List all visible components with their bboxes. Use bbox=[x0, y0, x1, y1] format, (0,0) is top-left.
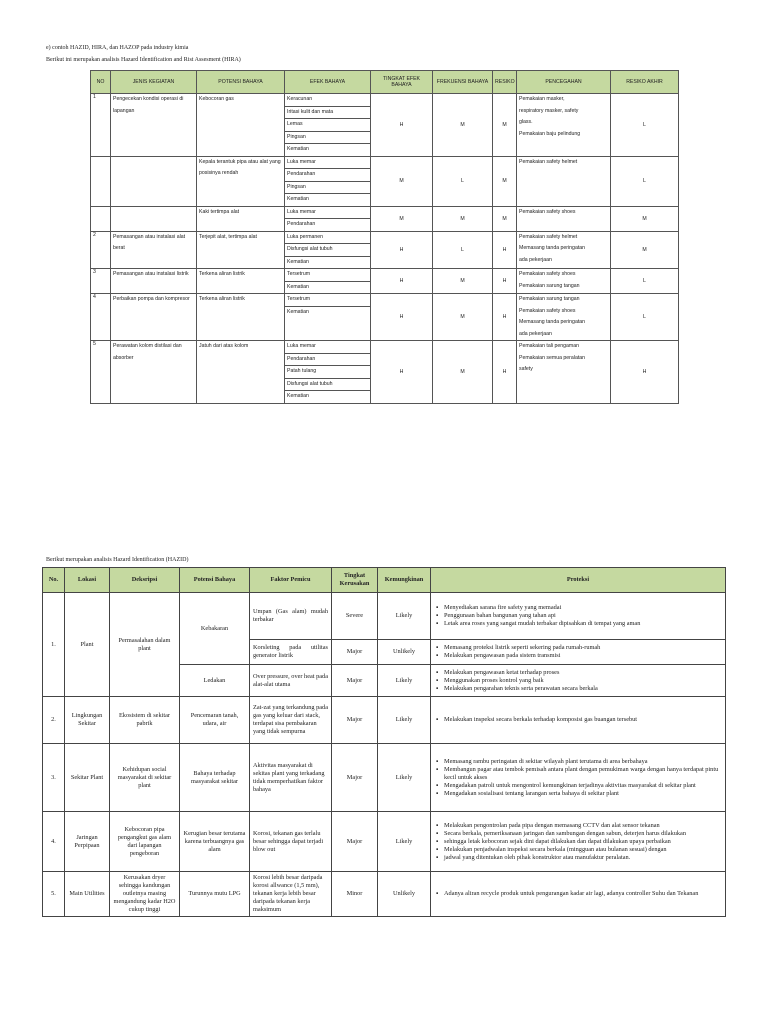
hazid-tingkat: Major bbox=[332, 744, 378, 812]
hira-pencegahan-item: respiratory masker, safety bbox=[519, 107, 579, 114]
hazid-kemungkinan: Unlikely bbox=[378, 872, 431, 917]
hira-efek-item: Luka memar bbox=[285, 207, 370, 220]
hira-kegiatan bbox=[111, 231, 197, 269]
hira-pencegahan-item: Pemakaian sarung tangan bbox=[519, 282, 580, 289]
hazid-no: 3. bbox=[43, 744, 65, 812]
hira-kegiatan bbox=[111, 269, 197, 294]
hira-no bbox=[91, 156, 111, 206]
hira-kegiatan bbox=[111, 341, 197, 404]
hira-kegiatan bbox=[111, 156, 197, 206]
hira-efek-item: Luka memar bbox=[285, 157, 370, 170]
hazid-kemungkinan: Likely bbox=[378, 697, 431, 744]
hira-pencegahan-item: Pemakaian safety shoes bbox=[519, 271, 576, 277]
hira-efek-item: Kematian bbox=[287, 258, 309, 265]
hira-pencegahan-item: Pemakaian tali pengaman bbox=[519, 343, 579, 349]
hazid-proteksi-item: ▪ Menyediakan sarana fire safety yang memadai bbox=[444, 604, 722, 612]
hira-resiko-akhir: M bbox=[611, 206, 679, 231]
hira-frekuensi: L bbox=[433, 156, 493, 206]
hira-pencegahan-item: Pemakaian safety shoes bbox=[519, 307, 576, 314]
hazid-header-cell: Faktor Pemicu bbox=[250, 568, 332, 593]
hira-efek-item: Pendarahan bbox=[285, 354, 370, 367]
hira-efek bbox=[285, 231, 371, 269]
hazid-faktor: Zat-zat yang terkandung pada gas yang keluar dari stack, terdapat sisa pembakaran yang tidak sempurna bbox=[250, 697, 332, 744]
hazid-tingkat: Major bbox=[332, 640, 378, 665]
hira-kegiatan-text: Perawatan kolom distilasi dan absorber bbox=[113, 343, 182, 361]
hira-pencegahan bbox=[517, 231, 611, 269]
hazid-potensi: Pencemaran tanah, udara, air bbox=[180, 697, 250, 744]
hira-potensi-text: Terkena aliran listrik bbox=[199, 296, 245, 302]
hazid-kemungkinan: Likely bbox=[378, 665, 431, 697]
hira-tingkat: H bbox=[371, 94, 433, 157]
hazid-kemungkinan: Likely bbox=[378, 812, 431, 872]
hira-pencegahan-item: Pemakaian safety shoes bbox=[519, 208, 576, 215]
hazid-proteksi bbox=[431, 744, 726, 812]
hira-resiko: M bbox=[493, 206, 517, 231]
hazid-tingkat: Major bbox=[332, 812, 378, 872]
hazid-proteksi-item: ▪ Memasang proteksi listrik seperti sekering pada rumah-rumah bbox=[444, 644, 722, 652]
hira-efek bbox=[285, 341, 371, 404]
hira-pencegahan-item: Pemakaian baju pelindung bbox=[519, 130, 581, 137]
hira-pencegahan-item: ada pekerjaan bbox=[519, 330, 552, 337]
hazid-no: 5. bbox=[43, 872, 65, 917]
hira-frekuensi: M bbox=[433, 294, 493, 341]
hazid-proteksi-item: ▪ Menggunakan proses kontrol yang baik bbox=[444, 677, 722, 685]
hazid-proteksi-item: ▪ Mengadakan patroli untuk mengontrol kemungkinan terjadinya aktivitas masyarakat di sekitar plant bbox=[444, 782, 722, 790]
hazid-table bbox=[42, 567, 726, 917]
hira-kegiatan bbox=[111, 94, 197, 157]
hira-row bbox=[91, 269, 679, 294]
hazid-proteksi-item: ▪ Letak area roses yang sangat mudah terbakar dipisahkan di tempat yang aman bbox=[444, 620, 722, 628]
hira-kegiatan-text: Perbaikan pompa dan kompresor bbox=[113, 296, 190, 302]
hira-frekuensi: M bbox=[433, 206, 493, 231]
hazid-proteksi-item: ▪ Memasang rambu peringatan di sekitar wilayah plant terutama di area berbahaya bbox=[444, 758, 722, 766]
hira-row bbox=[91, 231, 679, 269]
hira-kegiatan bbox=[111, 294, 197, 341]
hira-efek-item: Disfungsi alat tubuh bbox=[285, 244, 370, 257]
hira-header-cell: FREKUENSI BAHAYA bbox=[433, 71, 493, 94]
hira-efek-item: Tersetrum bbox=[285, 294, 370, 307]
hira-no bbox=[91, 206, 111, 231]
hira-efek-item: Kematian bbox=[287, 196, 309, 202]
hira-resiko: M bbox=[493, 94, 517, 157]
hazid-kemungkinan: Likely bbox=[378, 593, 431, 640]
hazid-lokasi: Main Utilities bbox=[65, 872, 110, 917]
hazid-lokasi: Sekitar Plant bbox=[65, 744, 110, 812]
hira-pencegahan bbox=[517, 341, 611, 404]
hira-resiko: H bbox=[493, 269, 517, 294]
hira-pencegahan-item: ada pekerjaan bbox=[519, 256, 552, 263]
hira-pencegahan-item: Pemakaian safety helmet bbox=[519, 233, 578, 240]
hazid-deskripsi: Kebocoran pipa pengangkut gas alam dari lapangan pengeboran bbox=[110, 812, 180, 872]
hira-no: 5 bbox=[91, 341, 111, 404]
hazid-faktor: Umpan (Gas alam) mudah terbakar bbox=[250, 593, 332, 640]
hira-efek-item: Pendarahan bbox=[287, 221, 316, 227]
hira-pencegahan bbox=[517, 156, 611, 206]
hira-potensi-text: Kaki tertimpa alat bbox=[199, 208, 240, 215]
hazid-proteksi-list bbox=[434, 758, 722, 798]
hazid-proteksi bbox=[431, 640, 726, 665]
hazid-no: 2. bbox=[43, 697, 65, 744]
hira-pencegahan-item: Pemakaian safety helmet bbox=[519, 158, 578, 165]
hira-resiko: H bbox=[493, 231, 517, 269]
hira-intro: Berikut ini merupakan analisis Hazard Identification and Rist Assesment (HIRA) bbox=[46, 57, 241, 63]
hazid-proteksi-item: ▪ Secara berkala, pemeriksanaan jaringan dan sambungan dengan sabun, deterjen harus dilakukan bbox=[444, 830, 722, 838]
hazid-proteksi bbox=[431, 812, 726, 872]
hira-potensi bbox=[197, 269, 285, 294]
hira-pencegahan bbox=[517, 294, 611, 341]
hazid-potensi: Bahaya terhadap masyarakat sekitar bbox=[180, 744, 250, 812]
hazid-proteksi-list bbox=[434, 822, 722, 862]
hira-kegiatan bbox=[111, 206, 197, 231]
hira-potensi bbox=[197, 94, 285, 157]
hira-table bbox=[90, 70, 679, 404]
hira-pencegahan-item: Pemakaian sarung tangan bbox=[519, 296, 580, 302]
hira-tingkat: H bbox=[371, 269, 433, 294]
hira-header-row bbox=[91, 71, 679, 94]
hira-row bbox=[91, 94, 679, 157]
hira-pencegahan bbox=[517, 94, 611, 157]
hazid-proteksi-item: ▪ Melakukan pengawasan pada sistem transmisi bbox=[444, 652, 722, 660]
hira-frekuensi: M bbox=[433, 94, 493, 157]
hira-resiko: H bbox=[493, 294, 517, 341]
hira-kegiatan-text: Pengecekan kondisi operasi di lapangan bbox=[113, 96, 184, 114]
hira-efek-item: Luka permanen bbox=[285, 232, 370, 245]
hazid-potensi: Kerugian besar terutama karena terbuangnya gas alam bbox=[180, 812, 250, 872]
hira-pencegahan-item: Memasang tanda peringatan bbox=[519, 319, 586, 325]
hazid-header-cell: Tingkat Kerusakan bbox=[332, 568, 378, 593]
hazid-row bbox=[43, 872, 726, 917]
hazid-faktor: Korosi lebih besar daripada korosi allwance (1,5 mm), tekanan kerja lebih besar daripada tekanan kerja maksimum bbox=[250, 872, 332, 917]
hazid-faktor: Aktivitas masyarakat di sekitas plant yang terkadang tidak memperhatikan faktor bahaya bbox=[250, 744, 332, 812]
hazid-intro: Berikut merupakan analisis Hazard Identification (HAZID) bbox=[46, 557, 189, 563]
hira-header-cell: PENCEGAHAN bbox=[517, 71, 611, 94]
hira-row bbox=[91, 341, 679, 404]
hazid-header-cell: Deksripsi bbox=[110, 568, 180, 593]
hazid-deskripsi: Kehidupan social masyarakat di sekitar plant bbox=[110, 744, 180, 812]
hira-resiko: H bbox=[493, 341, 517, 404]
hira-resiko-akhir: M bbox=[611, 231, 679, 269]
hira-tingkat: H bbox=[371, 231, 433, 269]
hazid-header-cell: Potensi Bahaya bbox=[180, 568, 250, 593]
hazid-proteksi-list bbox=[434, 890, 722, 898]
hira-kegiatan-text: Pemasangan atau instalasi listrik bbox=[113, 271, 189, 277]
hazid-proteksi bbox=[431, 697, 726, 744]
hira-header-cell: TINGKAT EFEK BAHAYA bbox=[371, 71, 433, 94]
hira-pencegahan-item: safety bbox=[519, 366, 533, 372]
hira-kegiatan-text: Pemasangan atau instalasi alat berat bbox=[113, 233, 186, 251]
hira-efek-item: Pendarahan bbox=[285, 169, 370, 182]
hira-pencegahan bbox=[517, 269, 611, 294]
hira-potensi bbox=[197, 341, 285, 404]
hira-efek bbox=[285, 206, 371, 231]
hazid-lokasi: Lingkungan Sekitar bbox=[65, 697, 110, 744]
hazid-faktor: Korsleting pada utilitas generator listrik bbox=[250, 640, 332, 665]
hazid-header-cell: No. bbox=[43, 568, 65, 593]
hira-efek-item: Pingsan bbox=[285, 132, 370, 145]
hira-potensi-text: Kebocoran gas bbox=[199, 96, 234, 102]
hazid-proteksi bbox=[431, 872, 726, 917]
hira-resiko-akhir: L bbox=[611, 294, 679, 341]
hira-efek-item: Luka memar bbox=[285, 341, 370, 354]
hazid-faktor: Korosi, tekanan gas terlalu besar sehingga dapat terjadi blow out bbox=[250, 812, 332, 872]
hira-pencegahan bbox=[517, 206, 611, 231]
hazid-potensi: Kebakaran bbox=[180, 593, 250, 665]
hira-header-cell: NO bbox=[91, 71, 111, 94]
hazid-proteksi-item: ▪ Melakukan pengarahan teknis serta perawatan secara berkala bbox=[444, 685, 722, 693]
hira-potensi-text: Terjepit alat, tertimpa alat bbox=[199, 233, 257, 240]
hira-tingkat: M bbox=[371, 206, 433, 231]
hira-frekuensi: L bbox=[433, 231, 493, 269]
intro-heading: e) contoh HAZID, HIRA, dan HAZOP pada industry kimia bbox=[46, 45, 189, 51]
hira-pencegahan-item: Pemakaian semua peralatan bbox=[519, 354, 586, 361]
hira-header-cell: RESIKO AKHIR bbox=[611, 71, 679, 94]
hira-resiko-akhir: L bbox=[611, 94, 679, 157]
hira-potensi bbox=[197, 206, 285, 231]
hira-efek-item: Kematian bbox=[287, 393, 309, 399]
hazid-header-cell: Kemungkinan bbox=[378, 568, 431, 593]
hazid-proteksi-item: ▪ jadwal yang ditentukan oleh pihak konstruktor atau manufaktur peralatan. bbox=[444, 854, 722, 862]
hira-row bbox=[91, 156, 679, 206]
hazid-kemungkinan: Likely bbox=[378, 744, 431, 812]
hira-no: 2 bbox=[91, 231, 111, 269]
hira-efek-item: Keracunan bbox=[285, 94, 370, 107]
hira-efek-item: Kematian bbox=[287, 146, 309, 152]
hira-efek-item: Lemas bbox=[285, 119, 370, 132]
hazid-proteksi-item: ▪ Melakukan pengawasan ketat terhadap proses bbox=[444, 669, 722, 677]
hazid-proteksi-list bbox=[434, 604, 722, 628]
hazid-proteksi-item: ▪ Mengadakan sosialisasi tentang larangan serta bahaya di sekitar plant bbox=[444, 790, 722, 798]
hira-potensi-text: Kepala terantuk pipa atau alat yang posisinya rendah bbox=[199, 158, 281, 176]
hira-row bbox=[91, 206, 679, 231]
hira-no: 4 bbox=[91, 294, 111, 341]
hira-header-cell: POTENSI BAHAYA bbox=[197, 71, 285, 94]
hira-efek-item: Tersetrum bbox=[285, 269, 370, 282]
hira-no: 3 bbox=[91, 269, 111, 294]
hazid-no: 1. bbox=[43, 593, 65, 697]
hira-header-cell: RESIKO bbox=[493, 71, 517, 94]
hazid-lokasi: Plant bbox=[65, 593, 110, 697]
hira-efek-item: Iritasi kulit dan mata bbox=[285, 107, 370, 120]
hazid-tingkat: Severe bbox=[332, 593, 378, 640]
hazid-deskripsi: Kerusakan dryer sehingga kandungan outletnya masing mengandung kadar H2O cukup tinggi bbox=[110, 872, 180, 917]
hira-pencegahan-item: glass. bbox=[519, 119, 533, 125]
hira-tingkat: M bbox=[371, 156, 433, 206]
hira-resiko-akhir: L bbox=[611, 269, 679, 294]
hira-pencegahan-item: Memasang tanda peringatan bbox=[519, 245, 586, 251]
hazid-lokasi: Jaringan Perpipaan bbox=[65, 812, 110, 872]
hira-pencegahan-item: Pemakaian masker, bbox=[519, 96, 565, 102]
hira-efek bbox=[285, 156, 371, 206]
hazid-tingkat: Minor bbox=[332, 872, 378, 917]
hira-tingkat: H bbox=[371, 294, 433, 341]
hira-resiko: M bbox=[493, 156, 517, 206]
hazid-header-cell: Lokasi bbox=[65, 568, 110, 593]
hira-frekuensi: M bbox=[433, 341, 493, 404]
hazid-proteksi bbox=[431, 665, 726, 697]
hira-frekuensi: M bbox=[433, 269, 493, 294]
hazid-row bbox=[43, 744, 726, 812]
hazid-potensi: Turunnya mutu LPG bbox=[180, 872, 250, 917]
hazid-proteksi-list bbox=[434, 716, 722, 724]
hira-resiko-akhir: H bbox=[611, 341, 679, 404]
hazid-deskripsi: Ekosistem di sekitar pabrik bbox=[110, 697, 180, 744]
hazid-proteksi-list bbox=[434, 644, 722, 660]
hira-efek-item: Pingsan bbox=[285, 182, 370, 195]
hazid-potensi: Ledakan bbox=[180, 665, 250, 697]
hazid-deskripsi: Permasalahan dalam plant bbox=[110, 593, 180, 697]
hira-potensi bbox=[197, 156, 285, 206]
hazid-proteksi-item: ▪ Melakukan inspeksi secara berkala terhadap komposisi gas buangan tersebut bbox=[444, 716, 722, 724]
hira-efek-item: Kematian bbox=[287, 283, 309, 290]
hazid-proteksi bbox=[431, 593, 726, 640]
hazid-kemungkinan: Unlikely bbox=[378, 640, 431, 665]
hazid-proteksi-item: ▪ Penggunaan bahan bangunan yang tahan api bbox=[444, 612, 722, 620]
hazid-tingkat: Major bbox=[332, 697, 378, 744]
hazid-tingkat: Major bbox=[332, 665, 378, 697]
hazid-header-row bbox=[43, 568, 726, 593]
hira-potensi bbox=[197, 231, 285, 269]
hira-tingkat: H bbox=[371, 341, 433, 404]
hazid-no: 4. bbox=[43, 812, 65, 872]
hazid-proteksi-item: ▪ Melakukan penjadwalan inspeksi secara berkala (mingguan atau bulanan sesuai) dengan bbox=[444, 846, 722, 854]
hazid-proteksi-item: ▪ Membangun pagar atau tembok pemisah antara plant dengan pemukiman warga dengan hanya terdapat pintu kecil untuk akses bbox=[444, 766, 722, 782]
hazid-row bbox=[43, 593, 726, 640]
hira-potensi bbox=[197, 294, 285, 341]
hira-row bbox=[91, 294, 679, 341]
hira-efek-item: Kematian bbox=[287, 308, 309, 315]
hazid-proteksi-item: ▪ Adanya aliran recycle produk untuk pengurangan kadar air lagi, adanya controller Suhu dan Tekanan bbox=[444, 890, 722, 898]
hira-header-cell: EFEK BAHAYA bbox=[285, 71, 371, 94]
hira-efek-item: Patah tulang bbox=[285, 366, 370, 379]
hira-potensi-text: Terkena aliran listrik bbox=[199, 271, 245, 277]
hira-resiko-akhir: L bbox=[611, 156, 679, 206]
hira-header-cell: JENIS KEGIATAN bbox=[111, 71, 197, 94]
hira-efek-item: Disfungsi alat tubuh bbox=[285, 379, 370, 392]
hira-efek bbox=[285, 294, 371, 341]
hira-no: 1 bbox=[91, 94, 111, 157]
hazid-header-cell: Proteksi bbox=[431, 568, 726, 593]
hira-efek bbox=[285, 269, 371, 294]
hazid-row bbox=[43, 812, 726, 872]
hira-potensi-text: Jatuh dari atas kolom bbox=[199, 343, 249, 349]
hira-efek bbox=[285, 94, 371, 157]
hazid-row bbox=[43, 697, 726, 744]
hazid-proteksi-item: ▪ sehingga letak kebocoran sejak dini dapat dilakukan dan dapat dilakukan upaya perbaikan bbox=[444, 838, 722, 846]
hazid-proteksi-item: ▪ Melakukan pengontrolan pada pipa dengan memasang CCTV dan alat sensor tekanan bbox=[444, 822, 722, 830]
hazid-proteksi-list bbox=[434, 669, 722, 693]
hazid-faktor: Over pressure, over heat pada alat-alat utama bbox=[250, 665, 332, 697]
